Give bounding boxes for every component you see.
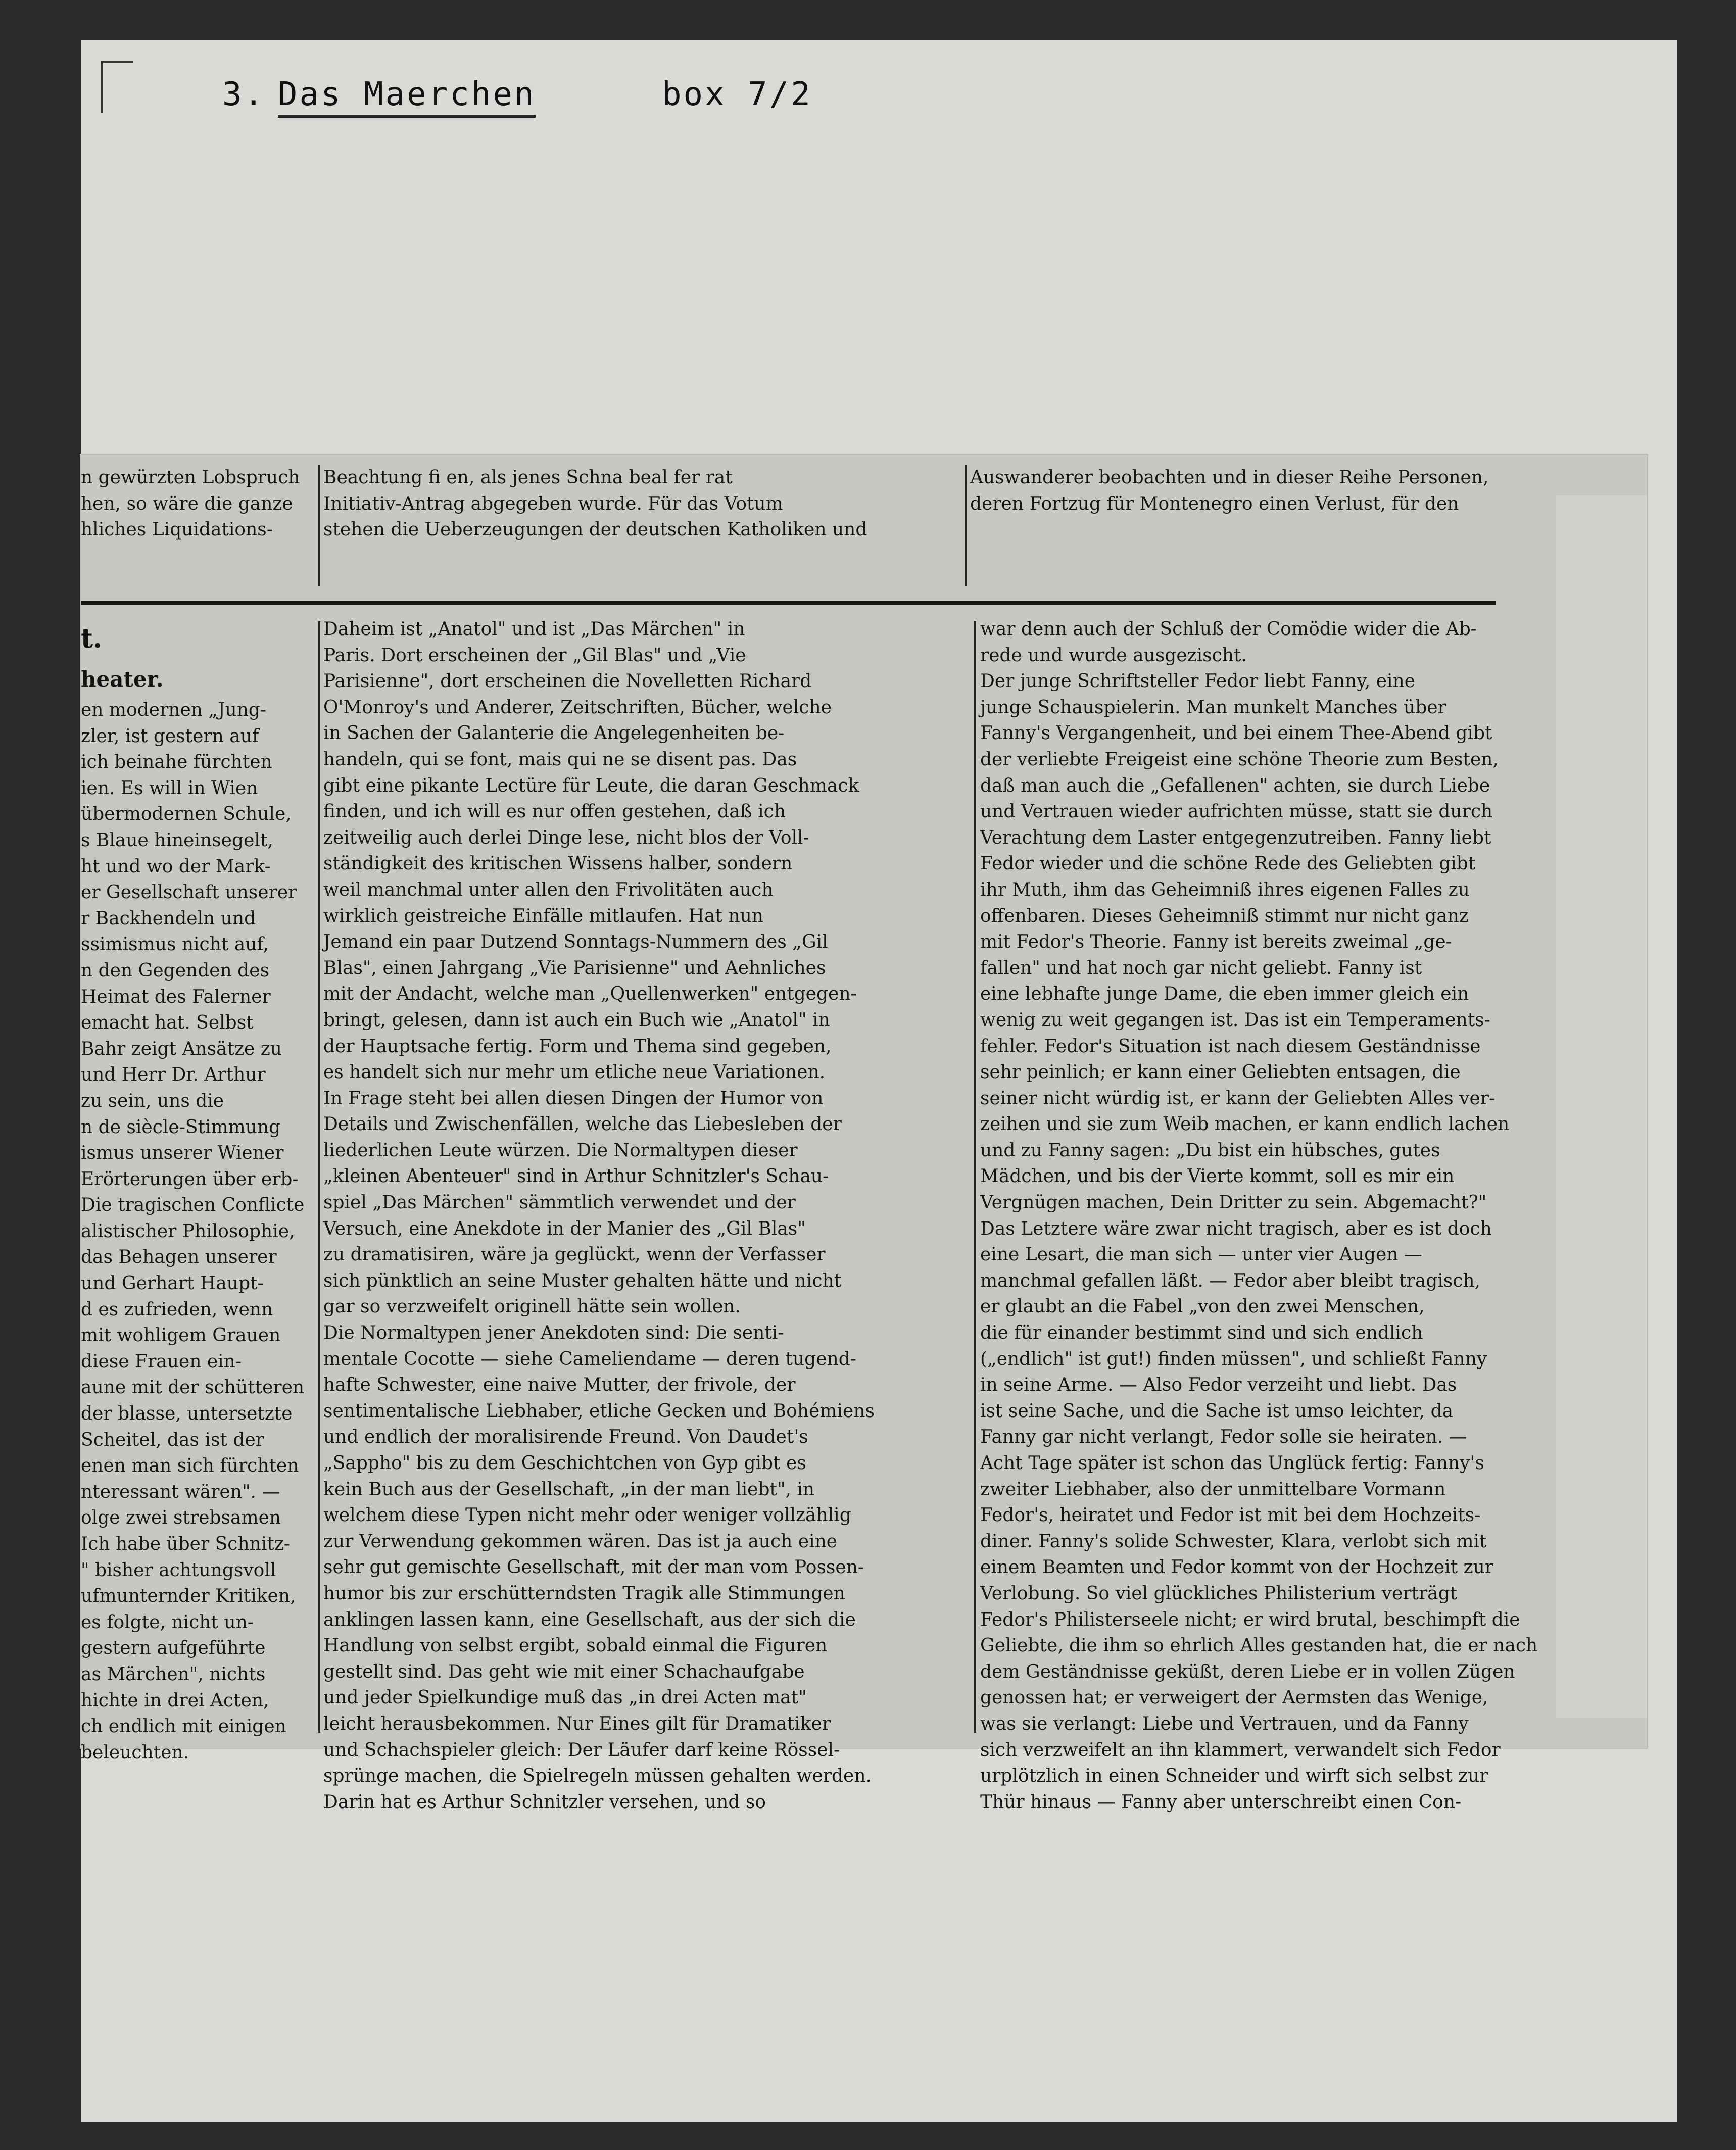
article-column-left (81, 616, 318, 1763)
text-line: er Gesellschaft unserer (81, 882, 297, 903)
text-line: Auswanderer beobachten und in dieser Reihe Personen, (970, 467, 1489, 488)
text-line: as Märchen", nichts (81, 1664, 266, 1685)
text-line: Ich habe über Schnitz- (81, 1534, 290, 1554)
text-line: dem Geständnisse geküßt, deren Liebe er in vollen Zügen (980, 1661, 1515, 1682)
text-line: In Frage steht bei allen diesen Dingen der Humor von (323, 1088, 824, 1109)
text-line: Acht Tage später ist schon das Unglück fertig: Fanny's (980, 1453, 1484, 1474)
text-line: fallen" und hat noch gar nicht geliebt. Fanny ist (980, 957, 1422, 979)
text-line: und zu Fanny sagen: „Du bist ein hübsches, gutes (980, 1140, 1440, 1161)
newspaper-clipping (81, 455, 1647, 1813)
text-line: Daheim ist „Anatol" und ist „Das Märchen" in (323, 619, 745, 640)
text-line: in seine Arme. — Also Fedor verzeiht und liebt. Das (980, 1375, 1457, 1396)
text-line: olge zwei strebsamen (81, 1507, 281, 1529)
text-line: „Sappho" bis zu dem Geschichtchen von Gyp gibt es (323, 1453, 806, 1474)
text-line: ihr Muth, ihm das Geheimniß ihres eigenen Falles zu (980, 879, 1470, 900)
text-line: finden, und ich will es nur offen gestehen, daß ich (323, 801, 786, 822)
text-line: offenbaren. Dieses Geheimniß stimmt nur nicht ganz (980, 905, 1469, 926)
text-line: hichte in drei Acten, (81, 1690, 269, 1711)
text-line: zeitweilig auch derlei Dinge lese, nicht blos der Voll- (323, 827, 809, 848)
text-line: („endlich" ist gut!) finden müssen", und schließt Fanny (980, 1348, 1487, 1370)
text-line: eine lebhafte junge Dame, die eben immer gleich ein (980, 984, 1469, 1005)
text-line: zu dramatisiren, wäre ja geglückt, wenn der Verfasser (323, 1244, 826, 1265)
text-line: es folgte, nicht un- (81, 1611, 254, 1633)
text-line: diese Frauen ein- (81, 1351, 242, 1372)
text-line: zweiter Liebhaber, also der unmittelbare Vormann (980, 1479, 1446, 1500)
text-line: zur Verwendung gekommen wären. Das ist ja auch eine (323, 1531, 838, 1552)
archive-sheet (81, 40, 1677, 2122)
text-line: der verliebte Freigeist eine schöne Theorie zum Besten, (980, 749, 1499, 770)
top-fragment-left (81, 465, 313, 586)
text-line: nteressant wären". — (81, 1481, 280, 1502)
header-title: Das Maerchen (278, 76, 536, 118)
text-line: seiner nicht würdig ist, er kann der Geliebten Alles ver- (980, 1088, 1496, 1109)
text-line: Das Letztere wäre zwar nicht tragisch, aber es ist doch (980, 1218, 1492, 1239)
text-line: s Blaue hineinsegelt, (81, 829, 273, 851)
text-line: manchmal gefallen läßt. — Fedor aber bleibt tragisch, (980, 1270, 1481, 1291)
text-line: gestellt sind. Das geht wie mit einer Schachaufgabe (323, 1661, 805, 1682)
text-line: hen, so wäre die ganze (81, 493, 293, 514)
text-line: und Schachspieler gleich: Der Läufer darf keine Rössel- (323, 1739, 840, 1761)
text-line: n den Gegenden des (81, 960, 270, 981)
text-line: und endlich der moralisirende Freund. Von Daudet's (323, 1427, 808, 1448)
text-line: en modernen „Jung- (81, 700, 267, 720)
text-line: alistischer Philosophie, (81, 1220, 295, 1242)
text-line: fehler. Fedor's Situation ist nach diesem Geständnisse (980, 1036, 1481, 1057)
text-line: Beachtung fi en, als jenes Schna beal fer rat (323, 467, 733, 488)
corner-mark (101, 61, 133, 113)
text-line: spiel „Das Märchen" sämmtlich verwendet und der (323, 1192, 796, 1213)
text-line: zler, ist gestern auf (81, 725, 259, 747)
text-line: Paris. Dort erscheinen der „Gil Blas" und „Vie (323, 645, 746, 666)
text-line: ist seine Sache, und die Sache ist umso leichter, da (980, 1400, 1454, 1422)
text-line: Bahr zeigt Ansätze zu (81, 1038, 282, 1059)
text-line: Erörterungen über erb- (81, 1168, 299, 1190)
text-line: diner. Fanny's solide Schwester, Klara, verlobt sich mit (980, 1531, 1487, 1552)
text-line: Der junge Schriftsteller Fedor liebt Fanny, eine (980, 671, 1415, 692)
text-line: Fedor's Philisterseele nicht; er wird brutal, beschimpft die (980, 1609, 1520, 1630)
text-line: Die Normaltypen jener Anekdoten sind: Die senti- (323, 1323, 784, 1344)
text-line: ch endlich mit einigen (81, 1716, 286, 1737)
column-rule (974, 621, 976, 1733)
text-line: Parisienne", dort erscheinen die Novelletten Richard (323, 671, 812, 692)
text-line: stehen die Ueberzeugungen der deutschen Katholiken und (323, 519, 867, 541)
text-line: ssimismus nicht auf, (81, 934, 269, 955)
text-line: sehr gut gemischte Gesellschaft, mit der man vom Possen- (323, 1557, 864, 1578)
text-line: Geliebte, die ihm so ehrlich Alles gestanden hat, die er nach (980, 1635, 1538, 1656)
text-line: ht und wo der Mark- (81, 856, 271, 877)
text-line: n de siècle-Stimmung (81, 1116, 281, 1138)
article-heading: t. (81, 623, 103, 654)
text-line: sprünge machen, die Spielregeln müssen gehalten werden. (323, 1766, 872, 1787)
text-line: der blasse, untersetzte (81, 1403, 293, 1425)
text-line: ismus unserer Wiener (81, 1143, 284, 1164)
text-line: " bisher achtungsvoll (81, 1559, 276, 1581)
text-line: sehr peinlich; er kann einer Geliebten entsagen, die (980, 1062, 1461, 1083)
text-line: und Vertrauen wieder aufrichten müsse, statt sie durch (980, 801, 1493, 822)
text-line: Verlobung. So viel glückliches Philisterium verträgt (980, 1583, 1458, 1604)
text-line: Fanny gar nicht verlangt, Fedor solle sie heiraten. — (980, 1427, 1467, 1448)
text-line: ien. Es will in Wien (81, 777, 258, 799)
text-line: r Backhendeln und (81, 908, 256, 929)
text-line: aune mit der schütteren (81, 1377, 305, 1398)
text-line: gestern aufgeführte (81, 1638, 266, 1659)
text-line: übermodernen Schule, (81, 804, 292, 825)
text-line: junge Schauspielerin. Man munkelt Manches über (980, 697, 1446, 718)
text-line: gar so verzweifelt originell hätte sein wollen. (323, 1296, 741, 1317)
text-line: hafte Schwester, eine naive Mutter, der frivole, der (323, 1375, 796, 1396)
article-subheading: heater. (81, 667, 164, 692)
column-rule (318, 465, 320, 586)
text-line: handeln, qui se font, mais qui ne se disent pas. Das (323, 749, 797, 770)
text-line: wenig zu weit gegangen ist. Das ist ein Temperaments- (980, 1009, 1490, 1031)
text-line: Darin hat es Arthur Schnitzler versehen, und so (323, 1791, 766, 1813)
text-line: daß man auch die „Gefallenen" achten, sie durch Liebe (980, 775, 1490, 796)
text-line: was sie verlangt: Liebe und Vertrauen, und da Fanny (980, 1713, 1469, 1734)
text-line: Handlung von selbst ergibt, sobald einmal die Figuren (323, 1635, 828, 1656)
text-line: Thür hinaus — Fanny aber unterschreibt einen Con- (980, 1791, 1462, 1813)
top-fragment-middle (323, 465, 970, 586)
text-line: Fedor's, heiratet und Fedor ist mit bei dem Hochzeits- (980, 1505, 1481, 1526)
text-line: anklingen lassen kann, eine Gesellschaft, aus der sich die (323, 1609, 856, 1630)
text-line: mit Fedor's Theorie. Fanny ist bereits zweimal „ge- (980, 932, 1452, 953)
text-line: Vergnügen machen, Dein Dritter zu sein. Abgemacht?" (980, 1192, 1487, 1213)
text-line: Scheitel, das ist der (81, 1429, 264, 1450)
header-number: 3. (222, 76, 266, 113)
text-line: liederlichen Leute würzen. Die Normaltypen dieser (323, 1140, 798, 1161)
text-line: „kleinen Abenteuer" sind in Arthur Schnitzler's Schau- (323, 1166, 829, 1187)
text-line: welchem diese Typen nicht mehr oder weniger vollzählig (323, 1505, 851, 1526)
text-line: ufmunternder Kritiken, (81, 1586, 296, 1607)
text-line: einem Beamten und Fedor kommt von der Hochzeit zur (980, 1557, 1493, 1578)
text-line: Die tragischen Conflicte (81, 1195, 305, 1216)
text-line: Details und Zwischenfällen, welche das Liebesleben der (323, 1114, 842, 1135)
text-line: urplötzlich in einen Schneider und wirft sich selbst zur (980, 1766, 1488, 1787)
text-line: enen man sich fürchten (81, 1455, 299, 1477)
text-line: Versuch, eine Anekdote in der Manier des „Gil Blas" (323, 1218, 806, 1239)
column-rule (318, 621, 320, 1733)
text-line: hliches Liquidations- (81, 519, 273, 541)
column-rule (965, 465, 967, 586)
text-line: Initiativ-Antrag abgegeben wurde. Für das Votum (323, 493, 783, 514)
text-line: ich beinahe fürchten (81, 752, 272, 773)
article-column-right (980, 616, 1566, 1813)
text-line: und jeder Spielkundige muß das „in drei Acten mat" (323, 1687, 807, 1708)
text-line: kein Buch aus der Gesellschaft, „in der man liebt", in (323, 1479, 815, 1500)
text-line: sentimentalische Liebhaber, etliche Gecken und Bohémiens (323, 1400, 875, 1422)
text-line: wirklich geistreiche Einfälle mitlaufen. Hat nun (323, 905, 763, 926)
text-line: rede und wurde ausgezischt. (980, 645, 1247, 666)
text-line: das Behagen unserer (81, 1247, 277, 1268)
text-line: weil manchmal unter allen den Frivolitäten auch (323, 879, 774, 900)
text-line: zu sein, uns die (81, 1090, 224, 1111)
text-line: mentale Cocotte — siehe Cameliendame — deren tugend- (323, 1348, 856, 1370)
text-line: er glaubt an die Fabel „von den zwei Menschen, (980, 1296, 1425, 1317)
text-line: Blas", einen Jahrgang „Vie Parisienne" und Aehnliches (323, 957, 826, 979)
top-fragment-right (970, 465, 1506, 586)
section-rule (81, 601, 1496, 605)
text-line: eine Lesart, die man sich — unter vier Augen — (980, 1244, 1422, 1265)
header-box-label: box 7/2 (662, 76, 812, 113)
text-line: Mädchen, und bis der Vierte kommt, soll es mir ein (980, 1166, 1455, 1187)
text-line: bringt, gelesen, dann ist auch ein Buch wie „Anatol" in (323, 1009, 830, 1031)
text-line: Jemand ein paar Dutzend Sonntags-Nummern des „Gil (323, 932, 828, 953)
text-line: in Sachen der Galanterie die Angelegenheiten be- (323, 723, 785, 744)
text-line: gibt eine pikante Lectüre für Leute, die daran Geschmack (323, 775, 859, 796)
text-line: Verachtung dem Laster entgegenzutreiben. Fanny liebt (980, 827, 1491, 848)
text-line: der Hauptsache fertig. Form und Thema sind gegeben, (323, 1036, 832, 1057)
text-line: ständigkeit des kritischen Wissens halber, sondern (323, 853, 793, 874)
text-line: sich pünktlich an seine Muster gehalten hätte und nicht (323, 1270, 842, 1291)
text-line: O'Monroy's und Anderer, Zeitschriften, Bücher, welche (323, 697, 832, 718)
text-line: zeihen und sie zum Weib machen, er kann endlich lachen (980, 1114, 1510, 1135)
text-line: deren Fortzug für Montenegro einen Verlust, für den (970, 493, 1459, 514)
text-line: n gewürzten Lobspruch (81, 467, 300, 488)
text-line: und Gerhart Haupt- (81, 1273, 264, 1294)
text-line: leicht herausbekommen. Nur Eines gilt für Dramatiker (323, 1713, 831, 1734)
text-line: Fanny's Vergangenheit, und bei einem Thee-Abend gibt (980, 723, 1492, 744)
left-column-text (81, 697, 318, 1766)
text-line: und Herr Dr. Arthur (81, 1064, 266, 1086)
text-line: sich verzweifelt an ihn klammert, verwandelt sich Fedor (980, 1739, 1501, 1761)
text-line: die für einander bestimmt sind und sich endlich (980, 1323, 1423, 1344)
text-line: es handelt sich nur mehr um etliche neue Variationen. (323, 1062, 826, 1083)
text-line: emacht hat. Selbst (81, 1012, 254, 1034)
text-line: mit der Andacht, welche man „Quellenwerken" entgegen- (323, 984, 857, 1005)
text-line: humor bis zur erschütterndsten Tragik alle Stimmungen (323, 1583, 845, 1604)
text-line: war denn auch der Schluß der Comödie wider die Ab- (980, 619, 1477, 640)
text-line: beleuchten. (81, 1742, 189, 1763)
article-column-middle (323, 616, 970, 1813)
text-line: Heimat des Falerner (81, 986, 271, 1007)
text-line: d es zufrieden, wenn (81, 1299, 273, 1320)
text-line: genossen hat; er verweigert der Aermsten das Wenige, (980, 1687, 1488, 1708)
text-line: mit wohligem Grauen (81, 1325, 281, 1346)
text-line: Fedor wieder und die schöne Rede des Geliebten gibt (980, 853, 1476, 874)
